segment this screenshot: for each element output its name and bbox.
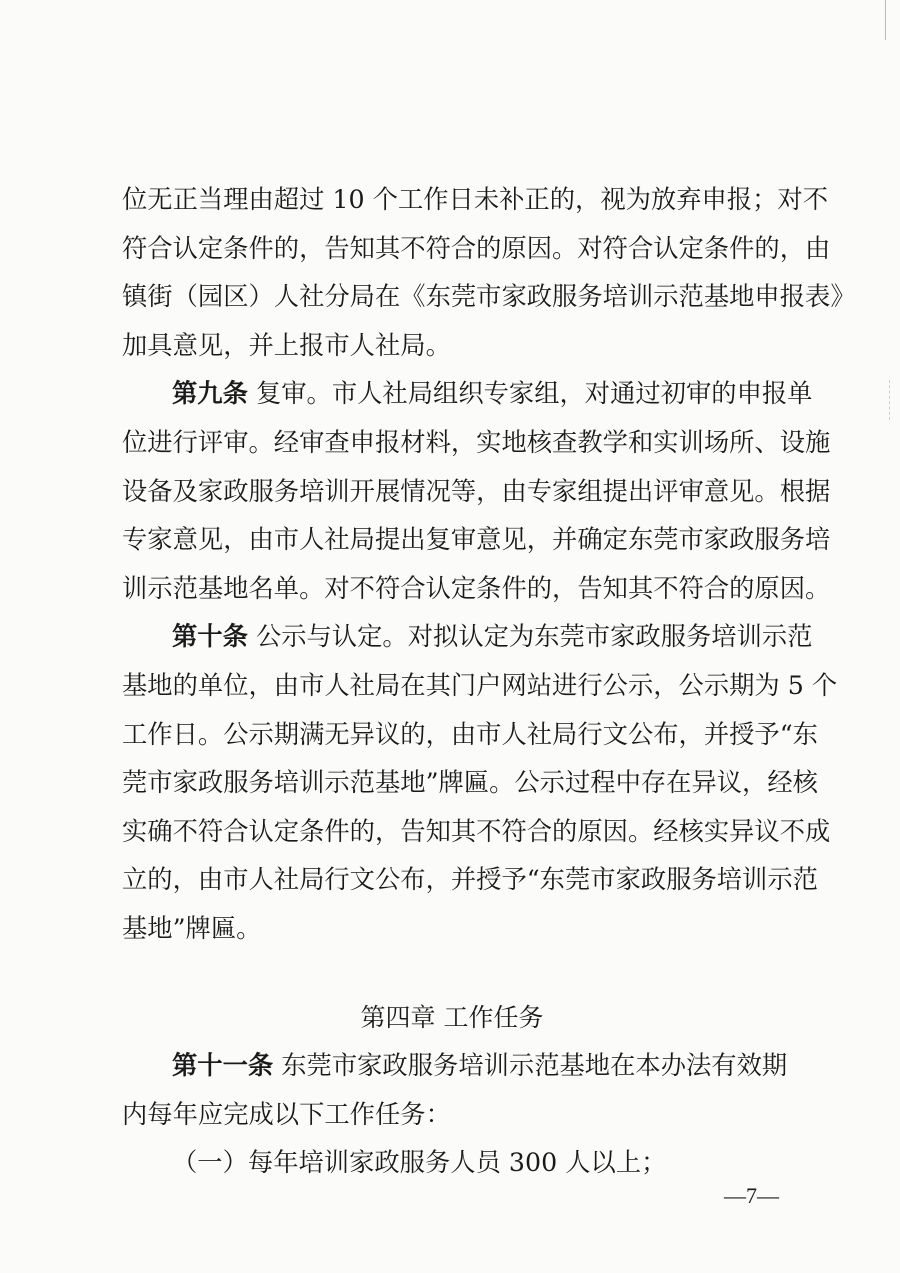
text-line: 位无正当理由超过 10 个工作日未补正的，视为放弃申报；对不 <box>122 185 828 214</box>
text-line: 工作日。公示期满无异议的，由市人社局行文公布，并授予“东 <box>122 719 818 749</box>
text-line: 内每年应完成以下工作任务： <box>122 1099 451 1129</box>
article-10 <box>122 613 813 662</box>
article-heading: 第十一条 <box>172 1051 274 1081</box>
text-line: 基地的单位，由市人社局在其门户网站进行公示，公示期为 5 个 <box>122 670 838 700</box>
text-line: 公示与认定。对拟认定为东莞市家政服务培训示范 <box>247 622 813 652</box>
text-line: 立的，由市人社局行文公布，并授予“东莞市家政服务培训示范 <box>122 865 818 895</box>
scan-edge-line <box>885 0 886 40</box>
page-number: —7— <box>724 1183 779 1208</box>
article-11 <box>122 1042 788 1091</box>
text-line: 设备及家政服务培训开展情况等，由专家组提出评审意见。根据 <box>122 476 831 506</box>
chapter-title: 第四章 工作任务 <box>360 1002 544 1032</box>
document-body <box>122 176 856 1188</box>
text-line: 位进行评审。经审查申报材料，实地核查教学和实训场所、设施 <box>122 427 831 457</box>
text-line: 基地”牌匾。 <box>122 913 262 943</box>
text-line: 符合认定条件的，告知其不符合的原因。对符合认定条件的，由 <box>122 233 831 263</box>
list-item: （一）每年培训家政服务人员 300 人以上； <box>172 1148 667 1178</box>
text-line: 加具意见，并上报市人社局。 <box>122 330 451 360</box>
scan-edge-line <box>889 380 890 420</box>
text-line: 实确不符合认定条件的，告知其不符合的原因。经核实异议不成 <box>122 816 831 846</box>
text-line: 莞市家政服务培训示范基地”牌匾。公示过程中存在异议，经核 <box>122 768 818 798</box>
text-line: 镇街（园区）人社分局在《东莞市家政服务培训示范基地申报表》 <box>122 282 856 312</box>
text-line: 东莞市家政服务培训示范基地在本办法有效期 <box>273 1051 788 1081</box>
article-heading: 第九条 <box>172 379 248 409</box>
article-9 <box>122 370 813 419</box>
text-line: 专家意见，由市人社局提出复审意见，并确定东莞市家政服务培 <box>122 525 831 555</box>
article-heading: 第十条 <box>172 622 248 652</box>
text-line: 复审。市人社局组织专家组，对通过初审的申报单 <box>247 379 813 409</box>
text-line: 训示范基地名单。对不符合认定条件的，告知其不符合的原因。 <box>122 573 831 603</box>
